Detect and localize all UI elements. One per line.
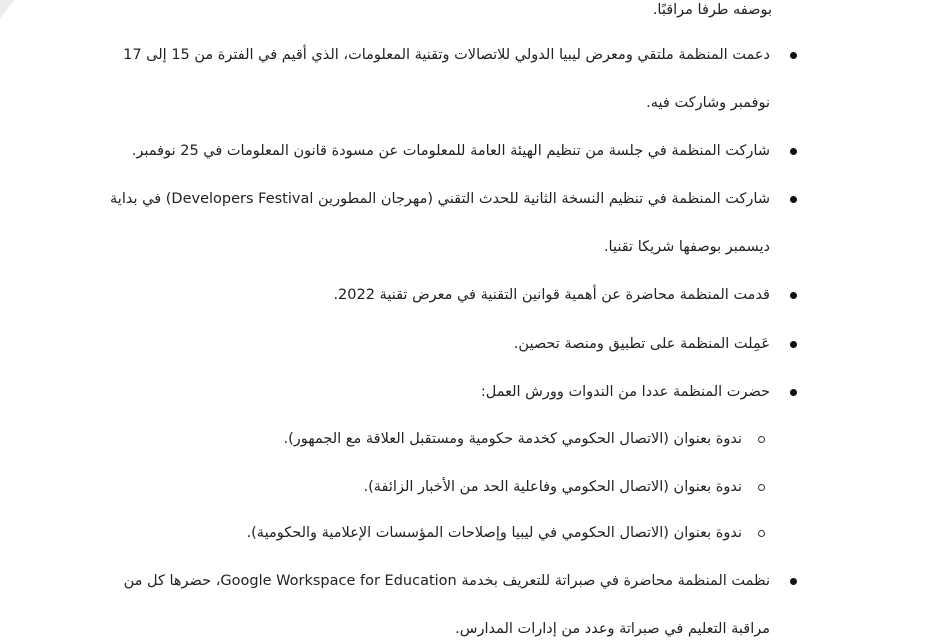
bullet-icon — [790, 148, 797, 155]
circle-bullet-icon — [758, 530, 765, 537]
text-line: عَمِلت المنظمة على تطبيق ومنصة تحصين. — [513, 336, 770, 352]
text-line: دعمت المنظمة ملتقي ومعرض ليبيا الدولي للاتصالات وتقنية المعلومات، الذي أقيم في الفترة من 15 إلى 17 — [123, 47, 770, 63]
sub-list-item: ندوة بعنوان (الاتصال الحكومي في ليبيا وإصلاحات المؤسسات الإعلامية والحكومية). — [246, 525, 742, 541]
decorative-corner-shape — [0, 0, 30, 70]
bullet-icon — [790, 578, 797, 585]
bullet-icon — [790, 292, 797, 299]
bullet-icon — [790, 52, 797, 59]
bullet-icon — [790, 341, 797, 348]
circle-bullet-icon — [758, 436, 765, 443]
text-line: حضرت المنظمة عددا من الندوات وورش العمل: — [480, 384, 770, 400]
text-line: بوصفه طرفا مراقبًا. — [652, 2, 772, 18]
text-line: نوفمبر وشاركت فيه. — [646, 95, 770, 111]
text-line: شاركت المنظمة في جلسة من تنظيم الهيئة العامة للمعلومات عن مسودة قانون المعلومات في 25 نوفمبر. — [131, 143, 770, 159]
bullet-icon — [790, 196, 797, 203]
text-line: شاركت المنظمة في تنظيم النسخة الثانية للحدث التقني (مهرجان المطورين Developers Festival) في بداية — [110, 191, 770, 207]
sub-list-item: ندوة بعنوان (الاتصال الحكومي وفاعلية الحد من الأخبار الزائفة). — [363, 479, 742, 495]
text-line: مراقبة التعليم في صبراتة وعدد من إدارات المدارس. — [455, 621, 770, 637]
text-line: قدمت المنظمة محاضرة عن أهمية قوانين التقنية في معرض تقنية 2022. — [333, 287, 770, 303]
text-line: ديسمبر بوصفها شريكا تقنيا. — [603, 239, 770, 255]
circle-bullet-icon — [758, 484, 765, 491]
sub-list-item: ندوة بعنوان (الاتصال الحكومي كخدمة حكومية ومستقبل العلاقة مع الجمهور). — [283, 431, 742, 447]
bullet-icon — [790, 389, 797, 396]
text-line: نظمت المنظمة محاضرة في صبراتة للتعريف بخدمة Google Workspace for Education، حضرها كل من — [123, 573, 770, 589]
